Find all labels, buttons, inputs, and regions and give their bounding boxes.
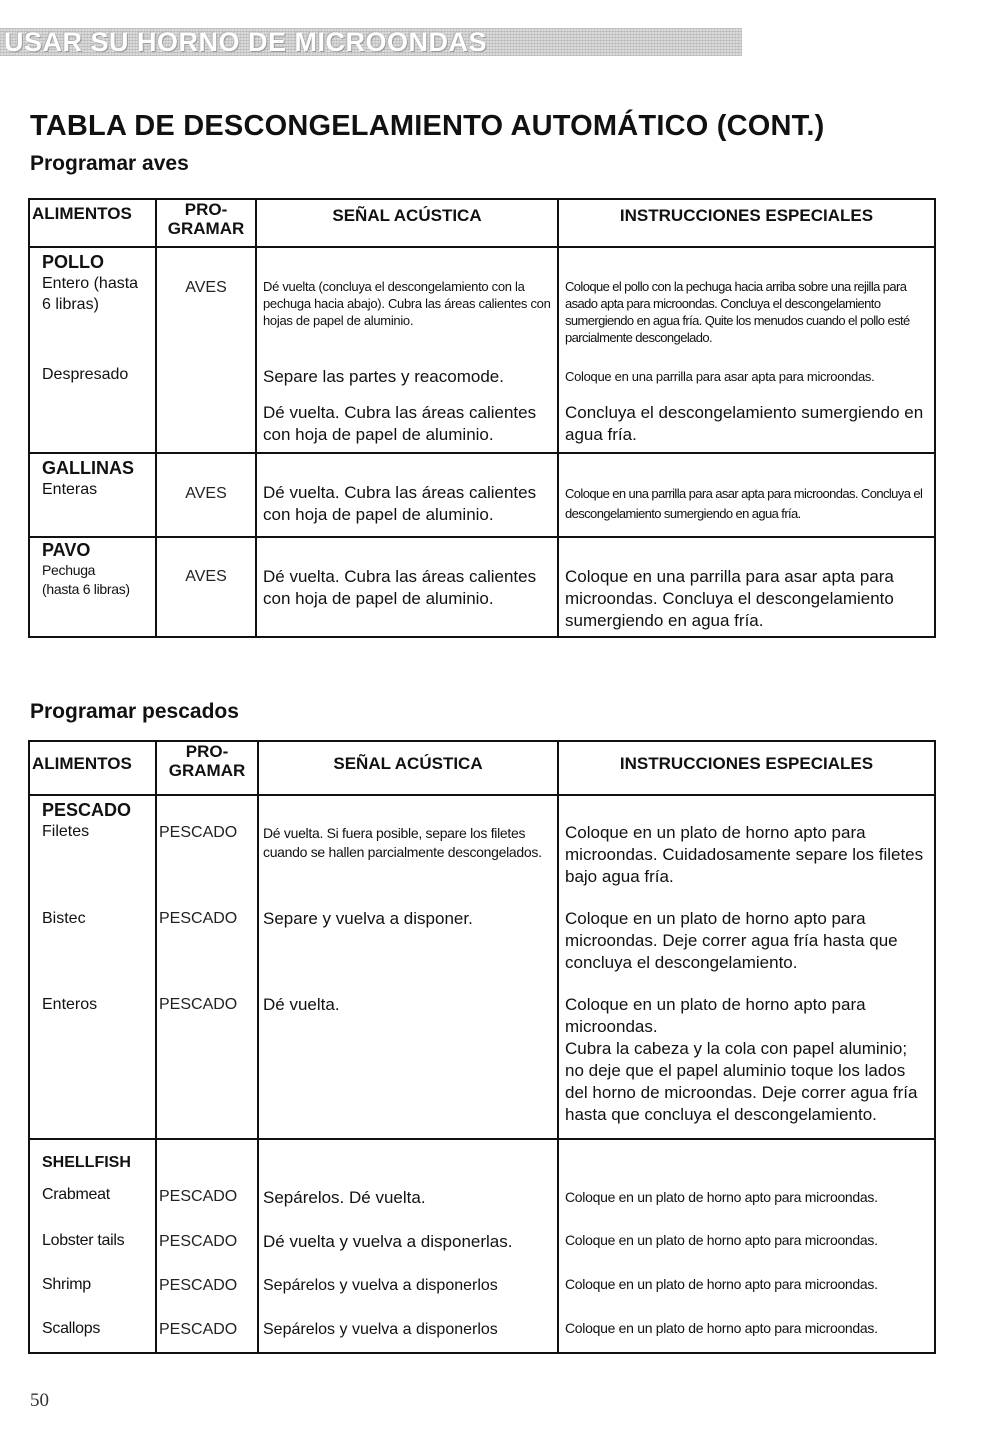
signal-text: Dé vuelta. Si fuera posible, separe los filetes cuando se hallen parcialmente descongelados. — [263, 825, 542, 860]
table-row — [29, 795, 935, 888]
instruction-text: Coloque en un plato de horno apto para microondas. — [565, 1276, 878, 1292]
instruction-text: Coloque en un plato de horno apto para microondas. — [565, 1189, 878, 1205]
instruction-text: Coloque en un plato de horno apto para microondas. — [565, 995, 866, 1036]
instruction-text: Coloque en una parrilla para asar apta para microondas. — [565, 369, 875, 384]
group-label: PESCADO — [42, 800, 132, 820]
table-row — [29, 1297, 935, 1353]
section-banner: USAR SU HORNO DE MICROONDAS — [0, 28, 742, 56]
program-value: PESCADO — [159, 910, 238, 927]
pescados-section-title: Programar pescados — [30, 700, 239, 723]
col-programar: PRO- GRAMAR — [156, 199, 256, 247]
signal-text: Dé vuelta. Cubra las áreas calientes con hoja de papel de aluminio. — [263, 403, 537, 444]
signal-text: Dé vuelta (concluya el descongelamiento con la pechuga hacia abajo). Cubra las áreas calientes con hojas de papel de aluminio. — [263, 279, 551, 328]
program-value: PESCADO — [159, 996, 238, 1013]
instruction-text: Cubra la cabeza y la cola con papel aluminio; no deje que el papel aluminio toque los lados del horno de microondas. Deje correr agua fría hasta que concluya el descongelamiento. — [565, 1039, 918, 1124]
aves-section-title: Programar aves — [30, 152, 189, 175]
signal-text: Dé vuelta. Cubra las áreas calientes con hoja de papel de aluminio. — [263, 567, 537, 608]
table-row — [29, 1253, 935, 1297]
food-label: Entero (hasta 6 libras) — [42, 275, 139, 313]
aves-table-header — [29, 199, 935, 247]
food-label: Scallops — [42, 1320, 101, 1337]
signal-text: Separe y vuelva a disponer. — [263, 909, 473, 928]
food-label: Enteras — [42, 481, 98, 498]
col-instrucciones: INSTRUCCIONES ESPECIALES — [558, 741, 935, 795]
signal-text: Dé vuelta y vuelva a disponerlas. — [263, 1232, 513, 1251]
signal-text: Sepárelos. Dé vuelta. — [263, 1188, 426, 1207]
table-row — [29, 1139, 935, 1209]
table-row — [29, 346, 935, 388]
page-number: 50 — [30, 1390, 49, 1411]
col-programar: PRO- GRAMAR — [156, 741, 258, 795]
group-label: PAVO — [42, 540, 91, 560]
food-label: Pechuga (hasta 6 libras) — [42, 562, 130, 597]
pescados-table — [28, 740, 936, 1354]
signal-text: Sepárelos y vuelva a disponerlos — [263, 1277, 498, 1294]
food-label: Crabmeat — [42, 1186, 110, 1203]
instruction-text: Coloque en un plato de horno apto para microondas. — [565, 1320, 878, 1336]
instruction-text: Coloque en una parrilla para asar apta para microondas. Concluya el descongelamiento sumergiendo en agua fría. — [565, 486, 923, 521]
table-row — [29, 974, 935, 1139]
program-value: PESCADO — [159, 1277, 238, 1294]
signal-text: Separe las partes y reacomode. — [263, 367, 504, 386]
food-label: Filetes — [42, 823, 90, 840]
col-senal: SEÑAL ACÚSTICA — [256, 199, 558, 247]
aves-table — [28, 198, 936, 638]
table-row — [29, 453, 935, 537]
food-label: Bistec — [42, 910, 86, 927]
instruction-text: Coloque en un plato de horno apto para microondas. Deje correr agua fría hasta que concluya el descongelamiento. — [565, 909, 898, 972]
group-label: POLLO — [42, 252, 104, 272]
col-instrucciones: INSTRUCCIONES ESPECIALES — [558, 199, 935, 247]
program-value: PESCADO — [159, 1321, 238, 1338]
table-row — [29, 388, 935, 453]
instruction-text: Concluya el descongelamiento sumergiendo en agua fría. — [565, 403, 924, 444]
food-label: Enteros — [42, 996, 98, 1013]
instruction-text: Coloque en un plato de horno apto para microondas. Cuidadosamente separe los filetes bajo agua fría. — [565, 823, 924, 886]
program-value: AVES — [185, 485, 227, 502]
signal-text: Dé vuelta. — [263, 995, 340, 1014]
col-alimentos: ALIMENTOS — [29, 741, 156, 795]
page-title: TABLA DE DESCONGELAMIENTO AUTOMÁTICO (CONT.) — [30, 110, 825, 142]
table-row — [29, 1209, 935, 1253]
pescados-table-header — [29, 741, 935, 795]
table-row — [29, 888, 935, 974]
instruction-text: Coloque en un plato de horno apto para microondas. — [565, 1232, 878, 1248]
instruction-text: Coloque el pollo con la pechuga hacia arriba sobre una rejilla para asado apta para microondas. Concluya el descongelamiento sumergiendo en agua fría. Quite los menudos cuando el pollo esté parcialmente descongelado. — [565, 279, 910, 345]
col-senal: SEÑAL ACÚSTICA — [258, 741, 558, 795]
food-label: Despresado — [42, 366, 129, 383]
signal-text: Sepárelos y vuelva a disponerlos — [263, 1321, 498, 1338]
signal-text: Dé vuelta. Cubra las áreas calientes con hoja de papel de aluminio. — [263, 483, 537, 524]
col-alimentos: ALIMENTOS — [29, 199, 156, 247]
food-label: Lobster tails — [42, 1232, 125, 1249]
group-label: SHELLFISH — [42, 1154, 131, 1171]
program-value: AVES — [185, 279, 227, 296]
instruction-text: Coloque en una parrilla para asar apta para microondas. Concluya el descongelamiento sumergiendo en agua fría. — [565, 567, 894, 630]
table-row — [29, 247, 935, 346]
program-value: AVES — [185, 568, 227, 585]
program-value: PESCADO — [159, 1188, 238, 1205]
table-row — [29, 537, 935, 637]
food-label: Shrimp — [42, 1276, 91, 1293]
group-label: GALLINAS — [42, 458, 134, 478]
program-value: PESCADO — [159, 1233, 238, 1250]
program-value: PESCADO — [159, 824, 238, 841]
